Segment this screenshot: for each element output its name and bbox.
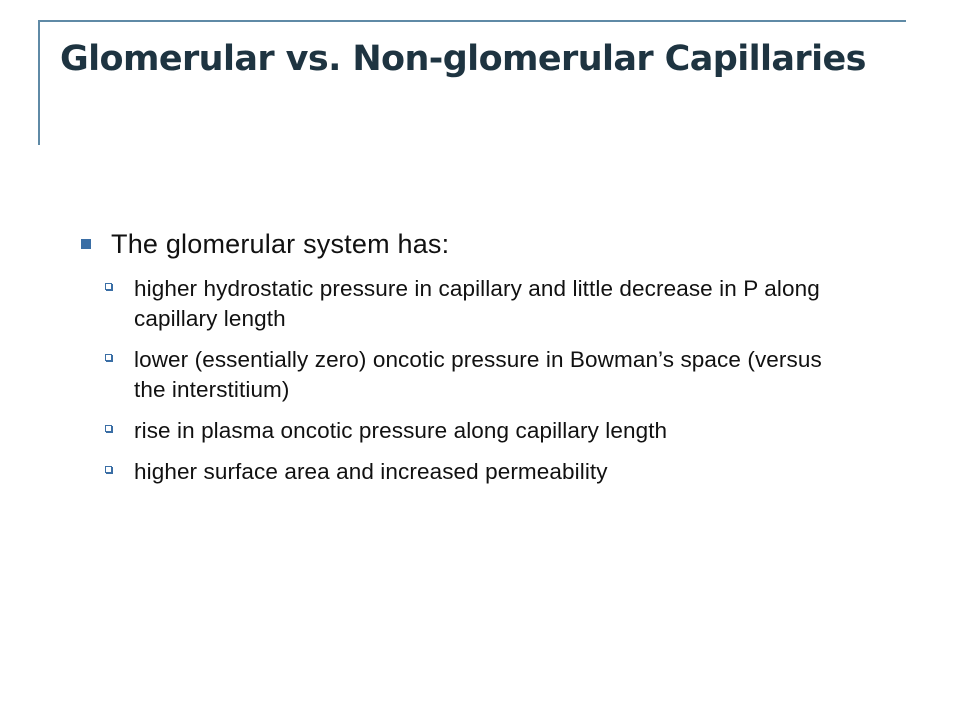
sub-bullet-item [105, 416, 848, 446]
hollow-square-bullet-icon [105, 425, 112, 432]
sub-bullet-item [105, 274, 848, 334]
title-top-rule [38, 20, 906, 22]
square-bullet-icon [81, 239, 91, 249]
title-left-rule [38, 20, 40, 145]
sub-bullet-item [105, 345, 848, 405]
main-bullet [78, 226, 848, 262]
sub-bullet-text: rise in plasma oncotic pressure along capillary length [134, 418, 668, 443]
hollow-square-bullet-icon [105, 283, 112, 290]
sub-bullet-text: higher surface area and increased permeability [134, 459, 608, 484]
slide-title: Glomerular vs. Non-glomerular Capillaries [60, 39, 866, 79]
hollow-square-bullet-icon [105, 354, 112, 361]
hollow-square-bullet-icon [105, 466, 112, 473]
slide-body [78, 226, 848, 498]
sub-bullet-item [105, 457, 848, 487]
main-bullet-text: The glomerular system has: [111, 229, 450, 259]
sub-bullet-text: higher hydrostatic pressure in capillary and little decrease in P along capillary length [134, 276, 820, 331]
sub-bullet-list [78, 274, 848, 487]
sub-bullet-text: lower (essentially zero) oncotic pressure in Bowman’s space (versus the interstitium) [134, 347, 822, 402]
